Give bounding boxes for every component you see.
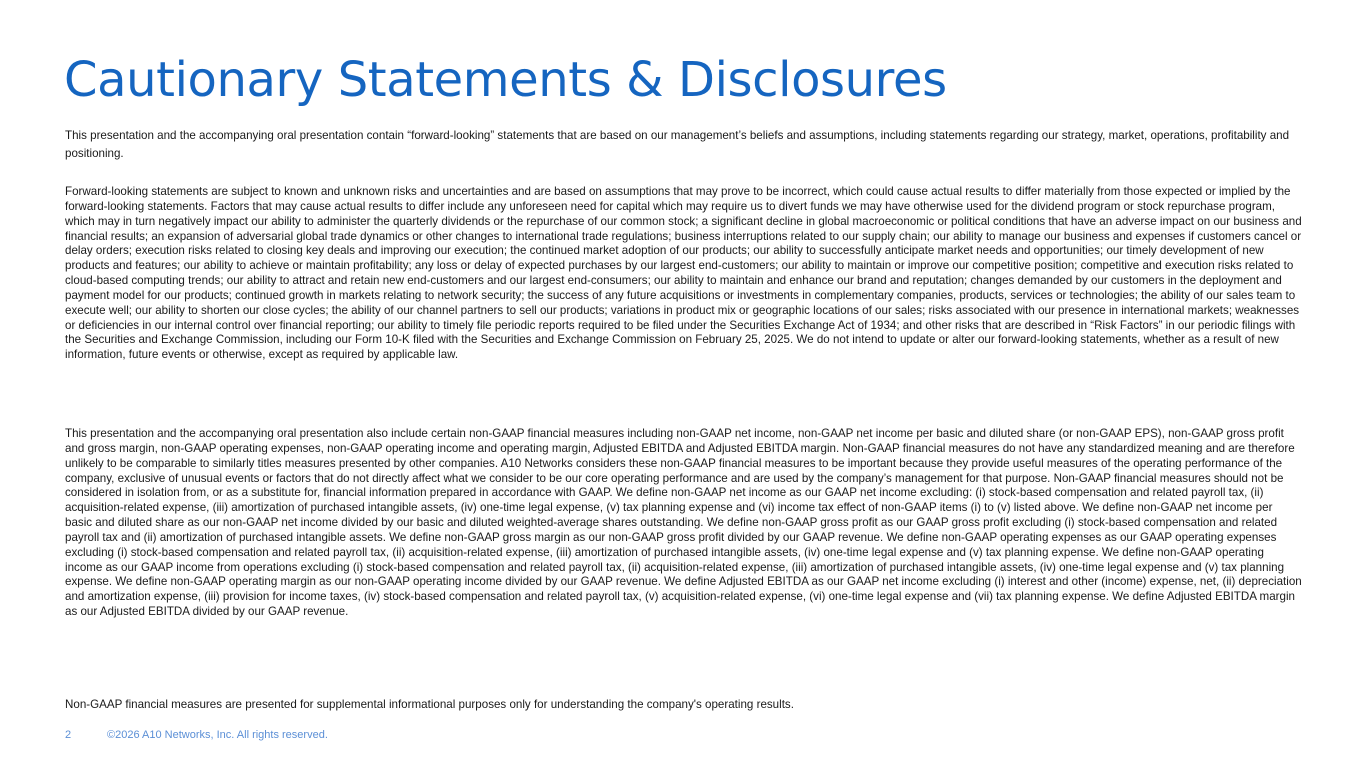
forward-looking-intro-paragraph: This presentation and the accompanying oral presentation contain “forward-looking” statements that are based on our management’s beliefs and assumptions, including statements regarding our strategy, market, operations, profitability and positioning. xyxy=(65,129,1290,160)
slide-footer xyxy=(65,728,328,742)
page-number: 2 xyxy=(65,729,72,741)
page-title: Cautionary Statements & Disclosures xyxy=(64,52,947,108)
forward-looking-risks-paragraph: Forward-looking statements are subject to known and unknown risks and uncertainties and are based on assumptions that may prove to be incorrect, which could cause actual results to differ materially from those expected or implied by the forward-looking statements. Factors that may cause actual results to differ include any unforeseen need for capital which may require us to divert funds we may have otherwise used for the dividend program or stock repurchase program, which may in turn negatively impact our ability to administer the quarterly dividends or the repurchase of our common stock; a significant decline in global macroeconomic or political conditions that have an adverse impact on our business and financial results; an expansion of adversarial global trade dynamics or other changes to international trade regulations; business interruptions related to our supply chain; our ability to manage our business and expenses if customers cancel or delay orders; execution risks related to closing key deals and improving our execution; the continued market adoption of our products; our ability to successfully anticipate market needs and opportunities; our timely development of new products and features; our ability to achieve or maintain profitability; any loss or delay of expected purchases by our largest end-customers; our ability to maintain or improve our competitive position; competitive and execution risks related to cloud-based computing trends; our ability to attract and retain new end-customers and our largest end-consumers; our ability to maintain and enhance our brand and reputation; changes demanded by our customers in the deployment and payment model for our products; continued growth in markets relating to network security; the success of any future acquisitions or investments in complementary companies, products, services or technologies; the ability of our sales team to execute well; our ability to shorten our close cycles; the ability of our channel partners to sell our products; variations in product mix or geographic locations of our sales; risks associated with our presence in international markets; weaknesses or deficiencies in our internal control over financial reporting; our ability to timely file periodic reports required to be filed under the Securities Exchange Act of 1934; and other risks that are described in “Risk Factors” in our periodic filings with the Securities and Exchange Commission, including our Form 10-K filed with the Securities and Exchange Commission on February 25, 2025. We do not intend to update or alter our forward-looking statements, whether as a result of new information, future events or otherwise, except as required by applicable law. xyxy=(65,185,1302,362)
non-gaap-definitions-paragraph: This presentation and the accompanying oral presentation also include certain non-GAAP financial measures including non-GAAP net income, non-GAAP net income per basic and diluted share (or non-GAAP EPS), non-GAAP gross profit and gross margin, non-GAAP operating expenses, non-GAAP operating income and operating margin, Adjusted EBITDA and Adjusted EBITDA margin. Non-GAAP financial measures do not have any standardized meaning and are therefore unlikely to be comparable to similarly titles measures presented by other companies. A10 Networks considers these non-GAAP financial measures to be important because they provide useful measures of the operating performance of the company, exclusive of unusual events or factors that do not directly affect what we consider to be our core operating performance and are used by the company’s management for that purpose. Non-GAAP financial measures should not be considered in isolation from, or as a substitute for, financial information prepared in accordance with GAAP. We define non-GAAP net income as our GAAP net income excluding: (i) stock-based compensation and related payroll tax, (ii) acquisition-related expense, (iii) amortization of purchased intangible assets, (iv) one-time legal expense, (v) tax planning expense and (vi) income tax effect of non-GAAP items (i) to (v) listed above. We define non-GAAP net income per basic and diluted share as our non-GAAP net income divided by our basic and diluted weighted-average shares outstanding. We define non-GAAP gross profit as our GAAP gross profit excluding (i) stock-based compensation and related payroll tax and (ii) amortization of purchased intangible assets. We define non-GAAP gross margin as our non-GAAP gross profit divided by our GAAP revenue. We define non-GAAP operating expenses as our GAAP operating expenses excluding (i) stock-based compensation and related payroll tax, (ii) acquisition-related expense, (iii) amortization of purchased intangible assets, (iv) one-time legal expense and (v) tax planning expense. We define non-GAAP operating income as our GAAP income from operations excluding (i) stock-based compensation and related payroll tax, (ii) acquisition-related expense, (iii) amortization of purchased intangible assets, (iv) one-time legal expense and (v) tax planning expense. We define non-GAAP operating margin as our non-GAAP operating income divided by our GAAP revenue. We define Adjusted EBITDA as our GAAP net income excluding (i) interest and other (income) expense, net, (ii) depreciation and amortization expense, (iii) provision for income taxes, (iv) stock-based compensation and related payroll tax, (v) acquisition-related expense, (vi) one-time legal expense and (vii) tax planning expense. We define Adjusted EBITDA margin as our Adjusted EBITDA divided by our GAAP revenue. xyxy=(65,427,1302,619)
copyright-notice: ©2026 A10 Networks, Inc. All rights reserved. xyxy=(107,729,328,741)
non-gaap-purpose-paragraph: Non-GAAP financial measures are presented for supplemental informational purposes only for understanding the company's operating results. xyxy=(65,698,794,711)
